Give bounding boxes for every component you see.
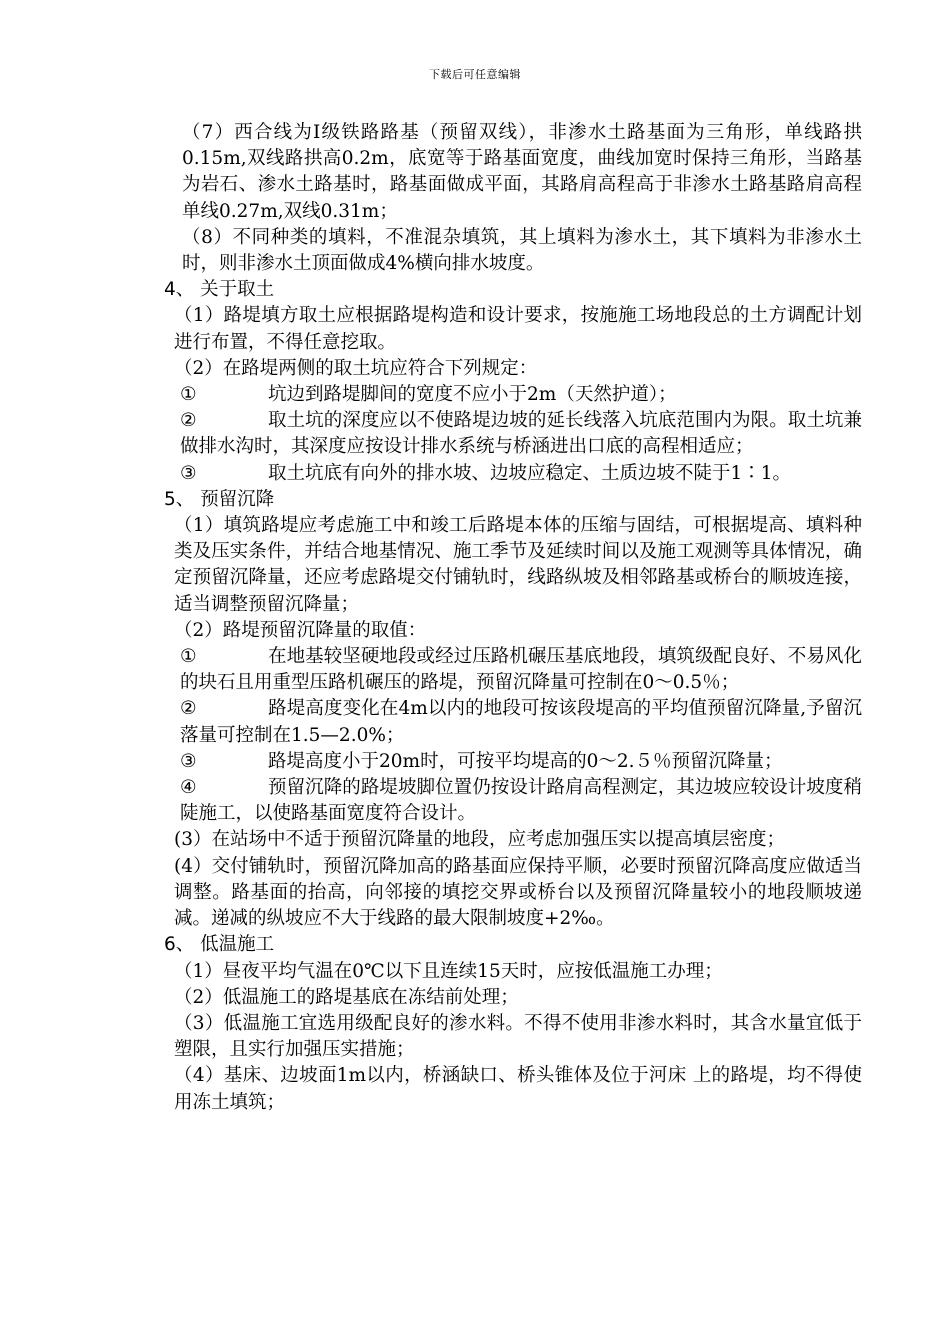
list-marker: ②	[180, 698, 197, 720]
list-marker: ④	[180, 777, 197, 799]
page-header: 下载后可任意编辑	[429, 68, 521, 81]
list-item-text: 预留沉降的路堤坡脚位置仍按设计路肩高程测定，其边坡应较设计坡度稍陡施工，以使路基面宽度符合设计。	[180, 777, 862, 825]
list-item	[162, 749, 862, 775]
list-item	[162, 461, 862, 487]
paragraph: （1）路堤填方取土应根据路堤构造和设计要求，按施施工场地段总的土方调配计划进行布置，不得任意挖取。	[174, 305, 862, 353]
list-item-text: 路堤高度变化在4m以内的地段可按该段堤高的平均值预留沉降量,予留沉落量可控制在1.5—2.0%；	[180, 698, 862, 746]
paragraph: （1）昼夜平均气温在0℃以下且连续15天时，应按低温施工办理；	[174, 960, 723, 982]
paragraph: （7）西合线为Ⅰ级铁路路基（预留双线），非渗水土路基面为三角形，单线路拱0.15m,双线路拱高0.2m，底宽等于路基面宽度，曲线加宽时保持三角形，当路基为岩石、渗水土路基时，路基面做成平面，其路肩高程高于非渗水土路基路肩高程单线0.27m,双线0.31m；	[182, 122, 862, 222]
list-item-text: 取土坑的深度应以不使路堤边坡的延长线落入坑底范围内为限。取土坑兼做排水沟时，其深度应按设计排水系统与桥涵进出口底的高程相适应；	[180, 410, 862, 458]
paragraph: (4）交付铺轨时，预留沉降加高的路基面应保持平顺，必要时预留沉降高度应做适当调整。路基面的抬高，向邻接的填挖交界或桥台以及预留沉降量较小的地段顺坡递减。递减的纵坡应不大于线路的最大限制坡度+2‰。	[174, 855, 862, 930]
paragraph: （2）路堤预留沉降量的取值：	[174, 619, 427, 641]
section-heading: 5、 预留沉降	[164, 488, 275, 510]
list-marker: ①	[180, 646, 197, 668]
list-marker: ②	[180, 410, 197, 432]
list-marker: ①	[180, 384, 197, 406]
paragraph: (3）在站场中不适于预留沉降量的地段，应考虑加强压实以提高填层密度；	[174, 829, 785, 851]
paragraph: （3）低温施工宜选用级配良好的渗水料。不得不使用非渗水料时，其含水量宜低于塑限，且实行加强压实措施；	[174, 1012, 862, 1061]
list-item	[162, 408, 862, 460]
list-item-text: 取土坑底有向外的排水坡、边坡应稳定、土质边坡不陡于1∶1。	[268, 462, 792, 484]
paragraph: （2）低温施工的路堤基底在冻结前处理；	[174, 986, 519, 1008]
paragraph: （4）基床、边坡面1m以内，桥涵缺口、桥头锥体及位于河床 上的路堤，均不得使用冻土填筑；	[174, 1065, 862, 1113]
list-item	[162, 696, 862, 748]
section-heading: 4、 关于取土	[164, 279, 275, 301]
document-body	[162, 120, 862, 1116]
section-heading: 6、 低温施工	[164, 934, 275, 956]
list-item	[162, 382, 862, 408]
paragraph: （2）在路堤两侧的取土坑应符合下列规定：	[174, 357, 538, 379]
list-marker: ③	[180, 462, 197, 484]
list-item	[162, 775, 862, 827]
list-item-text: 坑边到路堤脚间的宽度不应小于2m（天然护道）；	[268, 384, 677, 406]
paragraph: （1）填筑路堤应考虑施工中和竣工后路堤本体的压缩与固结，可根据堤高、填料种类及压实条件，并结合地基情况、施工季节及延续时间以及施工观测等具体情况，确定预留沉降量，还应考虑路堤交付铺轨时，线路纵坡及相邻路基或桥台的顺坡连接，适当调整预留沉降量；	[174, 515, 862, 615]
paragraph: （8）不同种类的填料，不准混杂填筑，其上填料为渗水土，其下填料为非渗水土时，则非渗水土顶面做成4%横向排水坡度。	[182, 226, 862, 275]
list-item-text: 在地基较坚硬地段或经过压路机碾压基底地段，填筑级配良好、不易风化的块石且用重型压路机碾压的路堤，预留沉降量可控制在0～0.5％；	[180, 646, 862, 694]
list-item	[162, 644, 862, 696]
list-item-text: 路堤高度小于20m时，可按平均堤高的0～2.５％预留沉降量；	[268, 750, 783, 772]
list-marker: ③	[180, 750, 197, 772]
